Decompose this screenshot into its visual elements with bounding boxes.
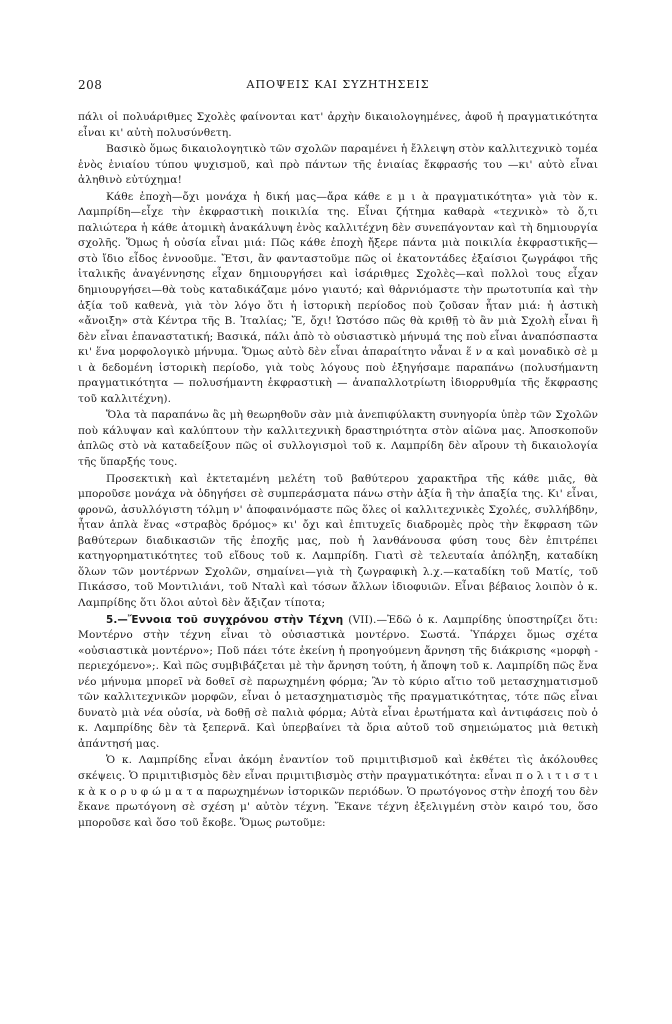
paragraph-6 [78,613,598,753]
paragraph-1 [78,110,598,141]
body-text [78,110,598,831]
page-header [78,78,598,100]
paragraph-text: Βασικὸ ὅμως δικαιολογητικὸ τῶν σχολῶν παραμένει ἡ ἔλλειψη στὸν καλλιτεχνικὸ τομέα ἑνὸς ἑνιαίου τύπου ψυχισμοῦ, καὶ πρὸ πάντων τῆς ἑνιαίας ἔκφρασής του —κι' αὐτὸ εἶναι ἀληθινὸ εὐτύχημα! [78,143,598,187]
running-title: ΑΠΟΨΕΙΣ ΚΑΙ ΣΥΖΗΤΗΣΕΙΣ [246,78,430,91]
page-number: 208 [78,78,103,92]
paragraph-text: Ὁ κ. Λαμπρίδης εἶναι ἀκόμη ἐναντίον τοῦ πριμιτιβισμοῦ καὶ ἐκθέτει τὶς ἀκόλουθες σκέψεις. Ὁ πριμιτιβισμὸς δὲν εἶναι πριμιτιβισμὸς στὴν πραγματικότητα: εἶναι π ο λ ι τ ι σ τ ι κ ὰ κ ο ρ υ φ ώ μ α τ α παρωχημένων ἱστορικῶν περιόδων. Ὁ πρωτόγονος στὴν ἐποχή του δὲν ἔκανε πρωτόγονη σὲ σχέση μ' αὐτὸν τέχνη. Ἔκανε τέχνη ἐξελιγμένη στὸν καιρό του, ὅσο μποροῦσε καὶ ὅσο τοῦ ἔκοβε. Ὅμως ρωτοῦμε: [78,754,598,829]
book-page [78,78,598,831]
paragraph-4 [78,408,598,470]
paragraph-3 [78,190,598,408]
paragraph-7 [78,753,598,831]
paragraph-text: Ὅλα τὰ παραπάνω ἂς μὴ θεωρηθοῦν σὰν μιὰ ἀνεπιφύλακτη συνηγορία ὑπὲρ τῶν Σχολῶν ποὺ κάλυψαν καὶ καλύπτουν τὴν καλλιτεχνικὴ δραστηριότητα στὸν αἰῶνα μας. Ἀποσκοποῦν ἁπλῶς στὸ νὰ καταδείξουν πῶς οἱ συλλογισμοὶ τοῦ κ. Λαμπρίδη δὲν αἴρουν τὴ δικαιολογία τῆς ὕπαρξής τους. [78,409,598,469]
paragraph-text: Προσεκτικὴ καὶ ἐκτεταμένη μελέτη τοῦ βαθύτερου χαρακτῆρα τῆς κάθε μιᾶς, θὰ μποροῦσε μονάχα νὰ ὁδηγήσει σὲ συμπεράσματα πάνω στὴν ἀξία ἢ τὴν ἀπαξία της. Κι' εἶναι, φρονῶ, ἀσυλλόγιστη τόλμη ν' ἀποφαινόμαστε πῶς ὅλες οἱ καλλιτεχνικὲς Σχολές, συλλήβδην, ἦταν ἁπλὰ ἕνας «στραβὸς δρόμος» κι' ὄχι καὶ ἐπιτυχεῖς διαδρομὲς πρὸς τὴν ἔκφραση τῶν βαθύτερων διαδικασιῶν τῆς ἐποχῆς μας, ποὺ ἡ λανθάνουσα φύση τους δὲν ἐπιτρέπει κατηγορηματικότητες τοῦ εἴδους τοῦ κ. Λαμπρίδη. Γιατὶ σὲ τελευταία ἀπόληξη, καταδίκη ὅλων τῶν μοντέρνων Σχολῶν, σημαίνει—γιὰ τὴ ζωγραφικὴ λ.χ.—καταδίκη τοῦ Ματίς, τοῦ Πικάσσο, τοῦ Μοντιλιάνι, τοῦ Νταλὶ καὶ τόσων ἄλλων ἰδιοφυιῶν. Εἶναι βέβαιος λοιπὸν ὁ κ. Λαμπρίδης ὅτι ὅλοι αὐτοὶ δὲν ἄξιζαν τίποτα; [78,472,598,609]
paragraph-text: (VII).—Ἐδῶ ὁ κ. Λαμπρίδης ὑποστηρίζει ὅτι: Μοντέρνο στὴν τέχνη εἶναι τὸ οὐσιαστικὰ μοντέρνο. Σωστά. Ὑπάρχει ὅμως σχέτα «οὐσιαστικὰ μοντέρνο»; Ποῦ πάει τότε ἐκείνη ἡ προηγούμενη ἄρνηση τῆς διάκρισης «μορφὴ - περιεχόμενο»;. Καὶ πῶς συμβιβάζεται μὲ τὴν ἄρνηση τούτη, ἡ ἄποψη τοῦ κ. Λαμπρίδη πῶς ἕνα νέο μήνυμα μπορεῖ νὰ δοθεῖ σὲ παρωχημένη φόρμα; Ἂν τὸ κύριο αἴτιο τοῦ μετασχηματισμοῦ τῶν καλλιτεχνικῶν μορφῶν, εἶναι ὁ μετασχηματισμὸς τῆς πραγματικότητας, τότε πῶς εἶναι δυνατὸ μιὰ νέα οὐσία, νὰ δοθῇ σὲ παλιὰ φόρμα; Αὐτὰ εἶναι ἐρωτήματα καὶ ἀντιφάσεις ποὺ ὁ κ. Λαμπρίδης δὲν τὰ ξεπερνᾶ. Καὶ ὑπερβαίνει τὰ ὅρια αὐτοῦ τοῦ σημειώματος μιὰ θετικὴ ἀπάντησή μας. [78,613,599,750]
paragraph-text: πάλι οἱ πολυάριθμες Σχολὲς φαίνονται κατ' ἀρχὴν δικαιολογημένες, ἀφοῦ ἡ πραγματικότητα εἶναι κι' αὐτὴ πολυσύνθετη. [78,111,598,139]
section-heading: 5.—Ἔννοια τοῦ συγχρόνου στὴν Τέχνη [106,613,344,626]
paragraph-2 [78,142,598,189]
paragraph-5 [78,472,598,612]
paragraph-text: Κάθε ἐποχὴ—ὄχι μονάχα ἡ δική μας—ἄρα κάθε ε μ ι ὰ πραγματικότητα» γιὰ τὸν κ. Λαμπρίδη—εἶχε τὴν ἐκφραστικὴ ποικιλία της. Εἶναι ζήτημα καθαρὰ «τεχνικὸ» τὸ ὅ,τι παλιώτερα ἡ κάθε ἀτομικὴ ἀνακάλυψη ἑνὸς καλλιτέχνη δὲν συνεπάγονταν καὶ τὴ δημιουργία σχολῆς. Ὅμως ἡ οὐσία εἶναι μιά: Πῶς κάθε ἐποχὴ ἤξερε πάντα μιὰ ποικιλία ἐκφραστικῆς—στὸ ἴδιο εἶδος ἐννοοῦμε. Ἔτσι, ἂν φανταστοῦμε πῶς οἱ ἑκατοντάδες ἐξαίσιοι ζωγράφοι τῆς ἰταλικῆς ἀναγέννησης εἶχαν δημιουργήσει καὶ ἰσάριθμες Σχολὲς—καὶ πολλοὶ τους εἶχαν δημιουργήσει—θὰ τοὺς καταδικάζαμε μόνο γιαυτό; καὶ θἀρνιόμαστε τὴν πρωτοτυπία καὶ τὴν ἀξία τοῦ καθενὰ, γιὰ τὸν λόγο ὅτι ἡ ἱστορικὴ περίοδος ποὺ ζοῦσαν ἦταν μιά: ἡ ἀστικὴ «ἄνοιξη» στὰ Κέντρα τῆς Β. Ἰταλίας; Ἔ, ὄχι! Ὡστόσο πῶς θὰ κριθῇ τὸ ἂν μιὰ Σχολὴ εἶναι ἢ δὲν εἶναι ἐπαναστατική; Βασικά, πάλι ἀπὸ τὸ οὐσιαστικὸ μήνυμά της ποὺ εἶναι ἀναπόσπαστα κι' ἕνα μορφολογικὸ μήνυμα. Ὅμως αὐτὸ δὲν εἶναι ἀπαραίτητο νἆναι ἕ ν α καὶ μοναδικὸ σὲ μ ι ὰ δεδομένη ἱστορικὴ περίοδο, γιὰ τοὺς λόγους ποὺ ἐξηγήσαμε παραπάνω (πολυσήμαντη πραγματικότητα — πολυσήμαντη ἐκφραστικὴ — ἀναπαλλοτρίωτη ἰδιορρυθμία τῆς ἔκφρασης τοῦ καλλιτέχνη). [78,190,598,405]
